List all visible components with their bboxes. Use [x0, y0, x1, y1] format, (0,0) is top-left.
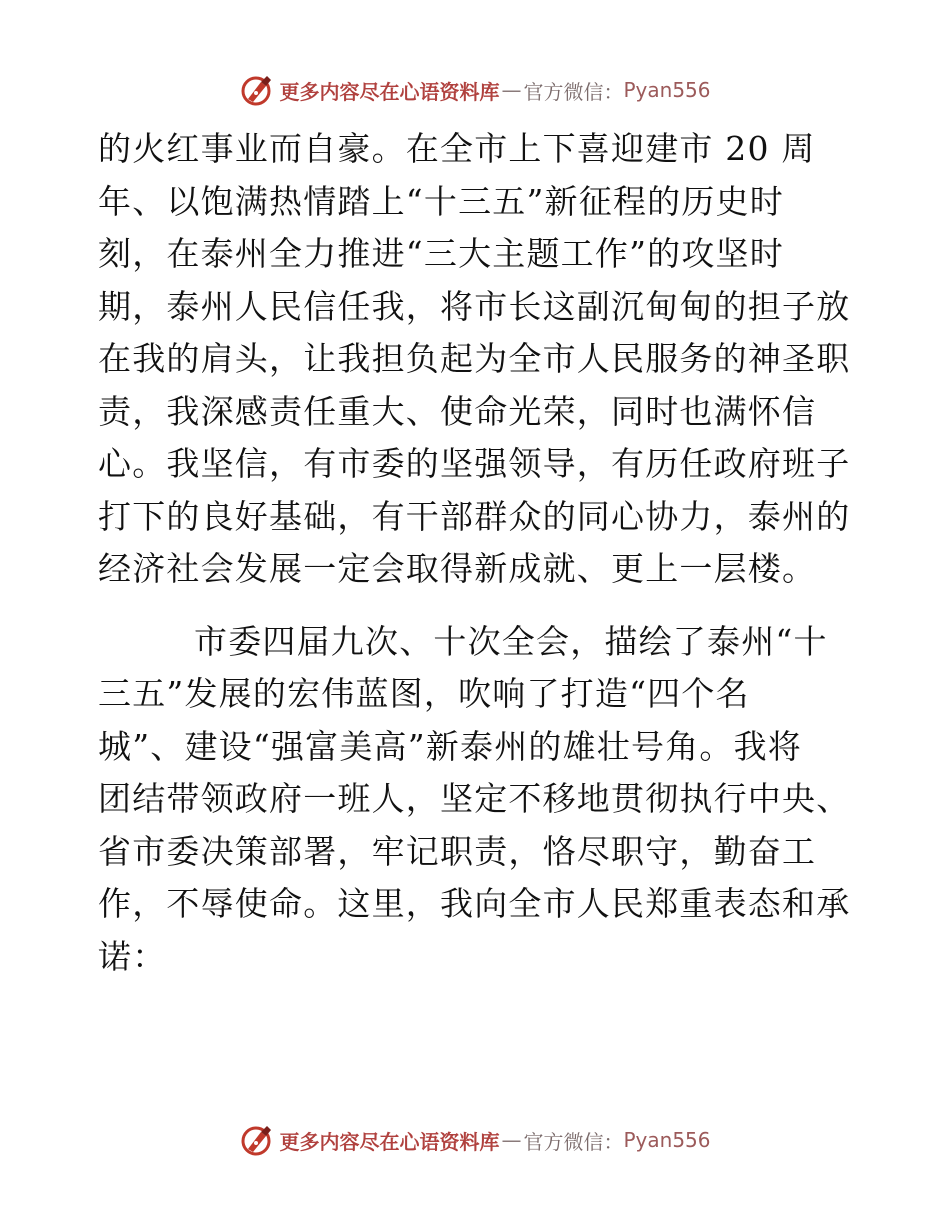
text-line: 市委四届九次、十次全会，描绘了泰州“十: [194, 621, 828, 661]
text-line: 作，不辱使命。这里，我向全市人民郑重表态和承: [98, 884, 851, 923]
pen-nib-logo-icon: [239, 72, 275, 108]
text-line: 省市委决策部署，牢记职责，恪尽职守，勤奋工: [98, 831, 817, 871]
paragraph-1: [98, 123, 858, 596]
paragraph-gap: [98, 596, 858, 616]
text-line: 团结带领政府一班人，坚定不移地贯彻执行中央、: [98, 779, 851, 818]
watermark-official-label: 官方微信：: [523, 1129, 624, 1154]
text-line: 在我的肩头，让我担负起为全市人民服务的神圣职: [98, 339, 851, 378]
text-line: 的火红事业而自豪。在全市上下喜迎建市 20 周: [98, 129, 816, 168]
watermark-separator: —: [501, 78, 522, 102]
text-line: 责，我深感责任重大、使命光荣，同时也满怀信: [98, 391, 817, 431]
watermark-separator: —: [501, 1128, 522, 1152]
header-watermark: [0, 70, 950, 110]
text-line: 心。我坚信，有市委的坚强领导，有历任政府班子: [98, 444, 851, 483]
watermark-title: 更多内容尽在心语资料库: [279, 1129, 500, 1154]
text-line: 城”、建设“强富美高”新泰州的雄壮号角。我将: [98, 726, 803, 766]
watermark-account: Pyan556: [623, 78, 711, 102]
watermark-account: Pyan556: [623, 1128, 711, 1152]
text-line: 期，泰州人民信任我，将市长这副沉甸甸的担子放: [98, 286, 851, 326]
text-line: 年、以饱满热情踏上“十三五”新征程的历史时: [98, 181, 784, 221]
watermark-title: 更多内容尽在心语资料库: [279, 79, 500, 104]
footer-watermark: [0, 1120, 950, 1160]
text-line: 打下的良好基础，有干部群众的同心协力，泰州的: [98, 496, 851, 536]
body-text: [98, 123, 858, 983]
watermark-official-label: 官方微信：: [523, 79, 624, 104]
text-line: 刻，在泰州全力推进“三大主题工作”的攻坚时: [98, 234, 784, 273]
text-line: 三五”发展的宏伟蓝图，吹响了打造“四个名: [98, 674, 750, 713]
paragraph-2: [98, 616, 858, 984]
text-line: 诺：: [98, 936, 167, 976]
pen-nib-logo-icon: [239, 1122, 275, 1158]
text-line: 经济社会发展一定会取得新成就、更上一层楼。: [98, 549, 817, 588]
